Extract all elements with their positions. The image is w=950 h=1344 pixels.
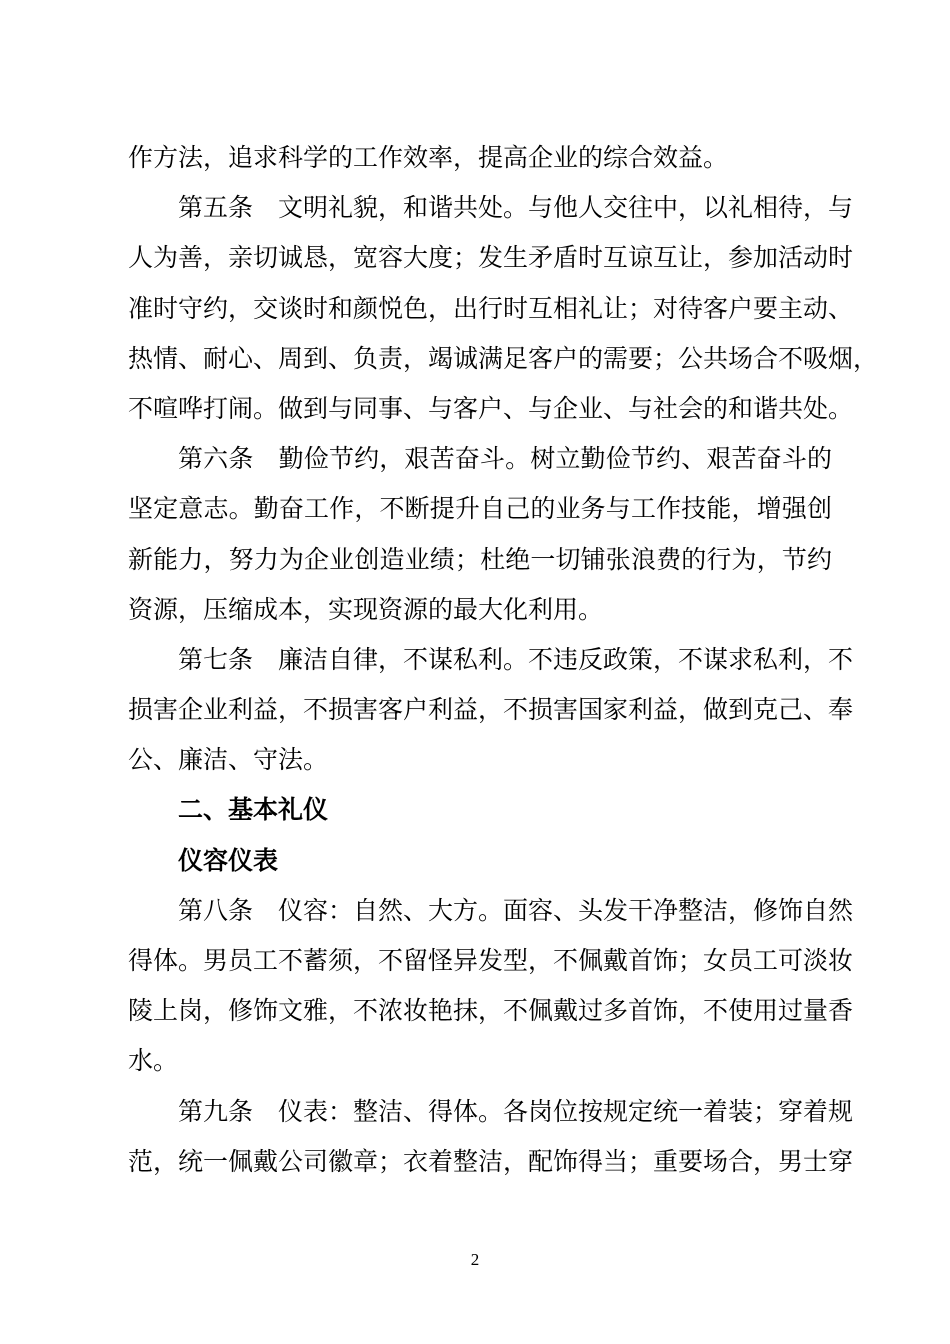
text-line: 热情、耐心、周到、负责，竭诚满足客户的需要；公共场合不吸烟，	[128, 343, 879, 373]
text-line: 第八条 仪容：自然、大方。面容、头发干净整洁，修饰自然	[178, 895, 854, 925]
paragraph	[128, 1087, 854, 1187]
paragraph	[128, 886, 854, 1087]
text-line: 二、基本礼仪	[178, 795, 329, 825]
text-line: 资源，压缩成本，实现资源的最大化利用。	[128, 594, 604, 624]
text-line: 准时守约，交谈时和颜悦色，出行时互相礼让；对待客户要主动、	[128, 293, 854, 323]
text-line: 人为善，亲切诚恳，宽容大度；发生矛盾时互谅互让，参加活动时	[128, 243, 854, 273]
text-line: 新能力，努力为企业创造业绩；杜绝一切铺张浪费的行为，节约	[128, 544, 832, 574]
section-heading	[128, 785, 832, 835]
text-line: 坚定意志。勤奋工作，不断提升自己的业务与工作技能，增强创	[128, 494, 832, 524]
paragraph	[128, 635, 854, 786]
text-line: 陵上岗，修饰文雅，不浓妆艳抹，不佩戴过多首饰，不使用过量香	[128, 996, 854, 1026]
text-line: 公、廉洁、守法。	[128, 745, 329, 775]
text-line: 第七条 廉洁自律，不谋私利。不违反政策，不谋求私利，不	[178, 644, 854, 674]
text-line: 第九条 仪表：整洁、得体。各岗位按规定统一着装；穿着规	[178, 1096, 854, 1126]
paragraph	[128, 133, 832, 183]
text-line: 损害企业利益，不损害客户利益，不损害国家利益，做到克己、奉	[128, 695, 854, 725]
text-line: 仪容仪表	[178, 845, 279, 875]
page-number: 2	[470, 1250, 480, 1269]
text-line: 不喧哗打闹。做到与同事、与客户、与企业、与社会的和谐共处。	[128, 393, 854, 423]
document-body	[128, 133, 879, 1187]
paragraph	[128, 434, 832, 635]
text-line: 第六条 勤俭节约，艰苦奋斗。树立勤俭节约、艰苦奋斗的	[178, 444, 832, 474]
text-line: 水。	[128, 1046, 179, 1076]
text-line: 作方法，追求科学的工作效率，提高企业的综合效益。	[128, 143, 729, 172]
text-line: 第五条 文明礼貌，和谐共处。与他人交往中，以礼相待，与	[178, 193, 854, 223]
text-line: 得体。男员工不蓄须，不留怪异发型，不佩戴首饰；女员工可淡妆	[128, 946, 854, 975]
paragraph	[128, 183, 879, 434]
section-heading	[128, 836, 832, 886]
text-line: 范，统一佩戴公司徽章；衣着整洁，配饰得当；重要场合，男士穿	[128, 1146, 854, 1176]
